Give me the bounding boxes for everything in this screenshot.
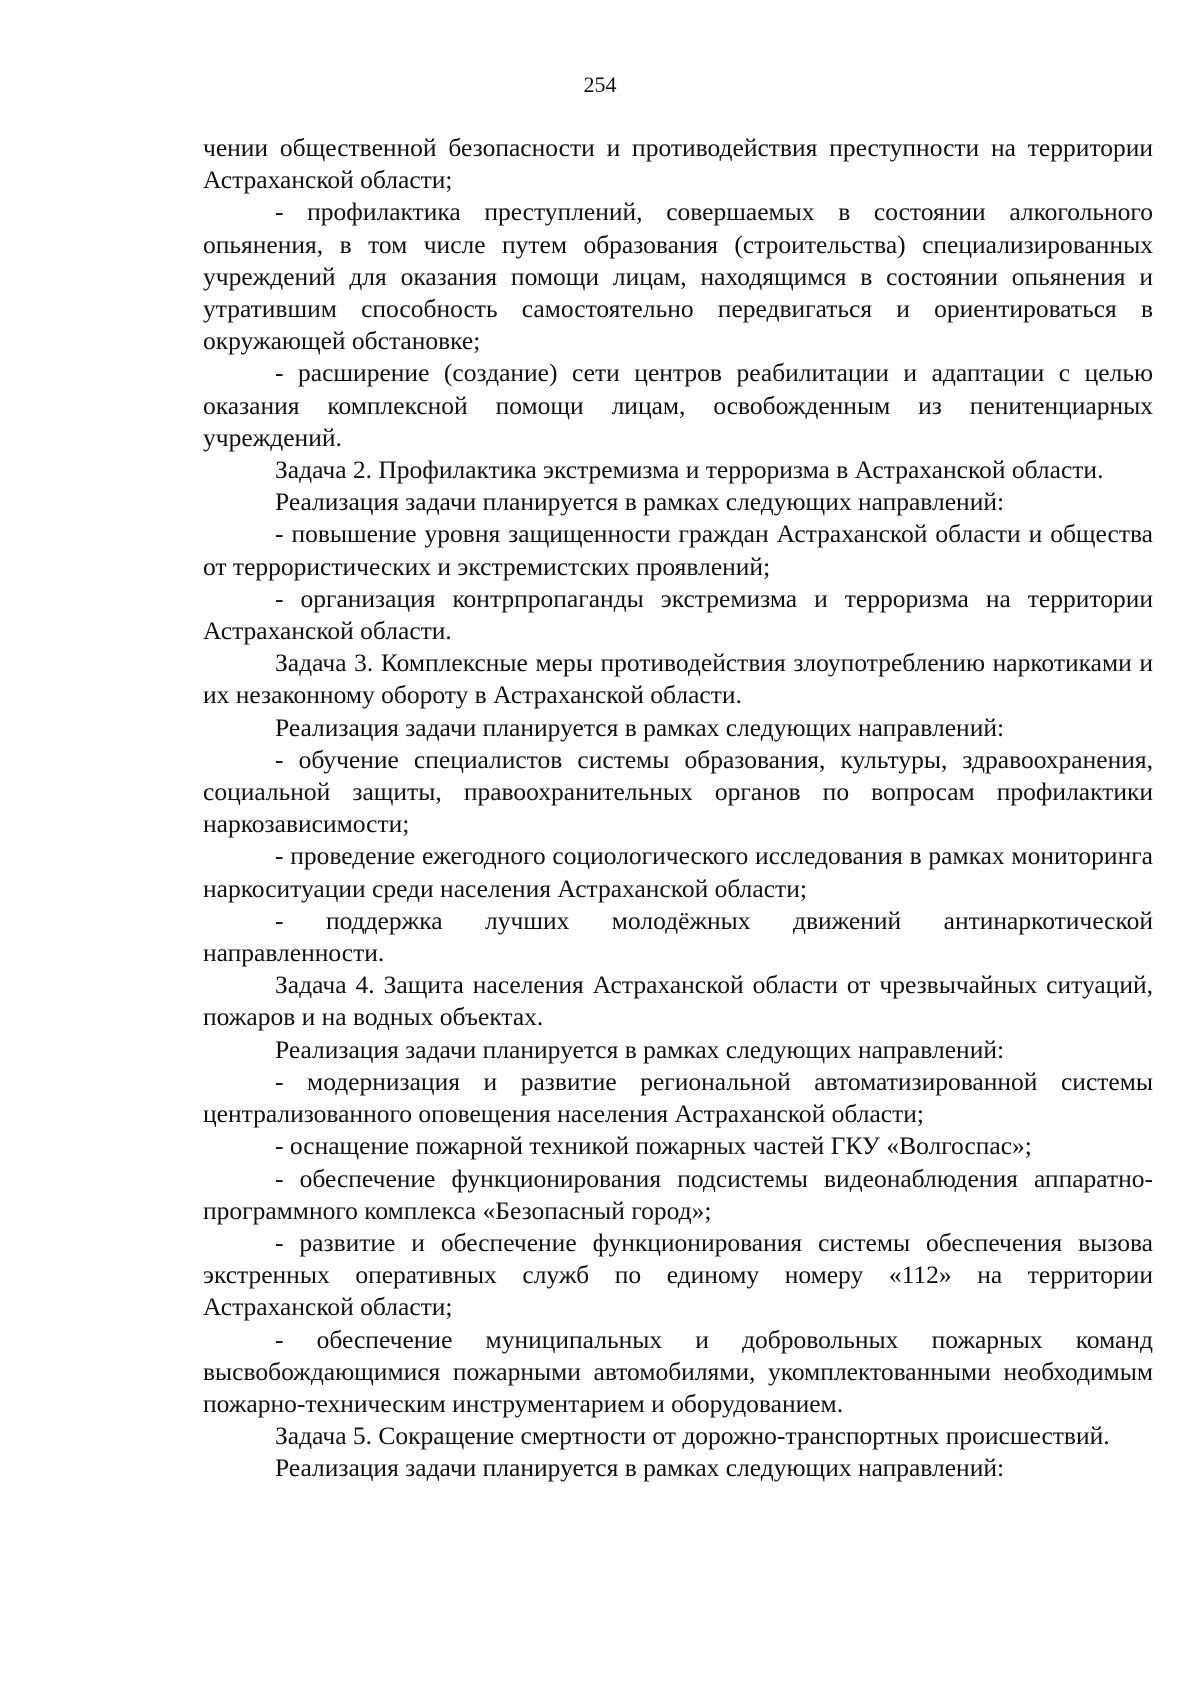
paragraph-safe-city: - обеспечение функционирования подсистемы видеонаблюдения аппаратно-программного комплекса «Безопасный город»;	[203, 1163, 1153, 1225]
paragraph-task-5-heading: Задача 5. Сокращение смертности от дорожно-транспортных происшествий.	[275, 1421, 1110, 1451]
paragraph-fire-teams: - обеспечение муниципальных и добровольных пожарных команд высвобождающимися пожарными автомобилями, укомплектованными необходимым пожарно-техническим инструментарием и оборудованием.	[203, 1324, 1153, 1418]
paragraph-citizen-protection: - повышение уровня защищенности граждан Астраханской области и общества от террористических и экстремистских проявлений;	[203, 519, 1153, 581]
paragraph-emergency-112: - развитие и обеспечение функционирования системы обеспечения вызова экстренных оперативных служб по единому номеру «112» на территории Астраханской области;	[203, 1227, 1153, 1322]
page-body	[203, 132, 1153, 1485]
paragraph-task-3-directions-intro: Реализация задачи планируется в рамках следующих направлений:	[275, 712, 1005, 742]
paragraph-task-4-directions-intro: Реализация задачи планируется в рамках следующих направлений:	[275, 1034, 1005, 1064]
paragraph-public-safety-continued: чении общественной безопасности и противодействия преступности на территории Астраханской области;	[203, 133, 1153, 195]
paragraph-task-2-directions-intro: Реализация задачи планируется в рамках следующих направлений:	[275, 487, 1005, 517]
paragraph-specialist-training: - обучение специалистов системы образования, культуры, здравоохранения, социальной защиты, правоохранительных органов по вопросам профилактики наркозависимости;	[203, 744, 1153, 839]
paragraph-task-4-heading: Задача 4. Защита населения Астраханской области от чрезвычайных ситуаций, пожаров и на водных объектах.	[203, 970, 1153, 1032]
paragraph-task-5-directions-intro: Реализация задачи планируется в рамках следующих направлений:	[275, 1453, 1005, 1483]
paragraph-counter-propaganda: - организация контрпропаганды экстремизма и терроризма на территории Астраханской области.	[203, 583, 1153, 646]
paragraph-alcohol-crime-prevention: - профилактика преступлений, совершаемых в состоянии алкогольного опьянения, в том числе путем образования (строительства) специализированных учреждений для оказания помощи лицам, находящимся в состоянии опьянения и утратившим способность самостоятельно передвигаться и ориентироваться в окружающей обстановке;	[203, 197, 1153, 356]
paragraph-fire-equipment: - оснащение пожарной техникой пожарных частей ГКУ «Волгоспас»;	[275, 1131, 1032, 1161]
paragraph-sociological-research: - проведение ежегодного социологического исследования в рамках мониторинга наркоситуации среди населения Астраханской области;	[203, 841, 1153, 903]
paragraph-youth-movements: - поддержка лучших молодёжных движений антинаркотической направленности.	[203, 905, 1153, 968]
paragraph-task-3-heading: Задача 3. Комплексные меры противодействия злоупотреблению наркотиками и их незаконному обороту в Астраханской области.	[203, 648, 1153, 710]
paragraph-task-2-heading: Задача 2. Профилактика экстремизма и терроризма в Астраханской области.	[275, 455, 1104, 485]
page-number: 254	[583, 72, 617, 97]
paragraph-warning-system: - модернизация и развитие региональной автоматизированной системы централизованного оповещения населения Астраханской области;	[203, 1066, 1153, 1129]
paragraph-rehabilitation-centers: - расширение (создание) сети центров реабилитации и адаптации с целью оказания комплексной помощи лицам, освобожденным из пенитенциарных учреждений.	[203, 358, 1153, 452]
